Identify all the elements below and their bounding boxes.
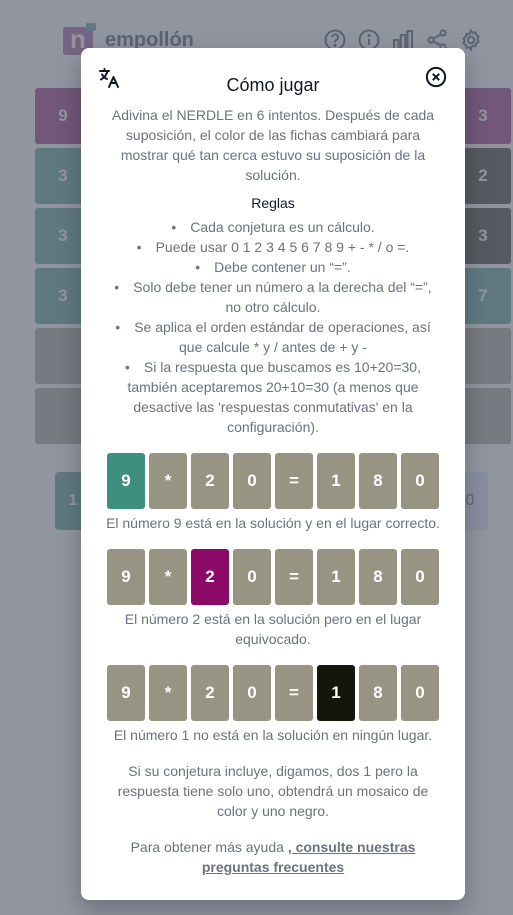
- example-tile-present: 2: [191, 549, 229, 605]
- example-caption-correct: El número 9 está en la solución y en el lugar correcto.: [106, 515, 440, 531]
- rules-heading: Reglas: [251, 195, 295, 211]
- example-tile: 0: [233, 665, 271, 721]
- example-tile-correct: 9: [107, 453, 145, 509]
- example-tile: *: [149, 665, 187, 721]
- example-row-correct: [107, 453, 441, 509]
- example-tile: 8: [359, 549, 397, 605]
- close-icon[interactable]: [425, 66, 447, 88]
- rule-item: • Solo debe tener un número a la derecha del “=”, no otro cálculo.: [105, 277, 441, 317]
- dialog-title: Cómo jugar: [226, 75, 320, 95]
- example-tile: =: [275, 665, 313, 721]
- example-tile: 9: [107, 549, 145, 605]
- example-row-absent: [107, 665, 441, 721]
- faq-link[interactable]: , consulte nuestras preguntas frecuentes: [201, 839, 416, 875]
- example-tile: *: [149, 453, 187, 509]
- example-caption-present: El número 2 está en la solución pero en el lugar equivocado.: [124, 611, 422, 647]
- example-row-present: [107, 549, 441, 605]
- help-prefix: Para obtener más ayuda: [130, 839, 284, 855]
- example-tile: *: [149, 549, 187, 605]
- how-to-play-dialog: [81, 48, 465, 900]
- intro-text: Adivina el NERDLE en 6 intentos. Después de cada suposición, el color de las fichas cambiará para mostrar qué tan cerca estuvo su suposición de la solución.: [111, 107, 435, 183]
- example-tile: 0: [233, 549, 271, 605]
- example-tile: 1: [317, 453, 355, 509]
- example-tile: 2: [191, 665, 229, 721]
- example-tile-absent: 1: [317, 665, 355, 721]
- example-tile: 0: [401, 549, 439, 605]
- example-tile: 2: [191, 453, 229, 509]
- rule-item: • Se aplica el orden estándar de operaciones, así que calcule * y / antes de + y -: [105, 317, 441, 357]
- rule-item: • Cada conjetura es un cálculo.: [105, 217, 441, 237]
- example-tile: 8: [359, 453, 397, 509]
- example-tile: =: [275, 453, 313, 509]
- example-tile: 0: [401, 665, 439, 721]
- example-tile: 9: [107, 665, 145, 721]
- example-tile: 0: [401, 453, 439, 509]
- help-text: [105, 837, 441, 877]
- duplicate-note: Si su conjetura incluye, digamos, dos 1 pero la respuesta tiene solo uno, obtendrá un mosaico de color y uno negro.: [117, 763, 429, 819]
- example-caption-absent: El número 1 no está en la solución en ningún lugar.: [113, 727, 433, 743]
- rules-list: [105, 217, 441, 437]
- example-tile: =: [275, 549, 313, 605]
- rule-item: • Puede usar 0 1 2 3 4 5 6 7 8 9 + - * / o =.: [105, 237, 441, 257]
- rule-item: • Debe contener un “=”.: [105, 257, 441, 277]
- example-tile: 8: [359, 665, 397, 721]
- example-tile: 1: [317, 549, 355, 605]
- rule-item: • Si la respuesta que buscamos es 10+20=30, también aceptaremos 20+10=30 (a menos que desactive las 'respuestas conmutativas' en la configuración).: [105, 357, 441, 437]
- example-tile: 0: [233, 453, 271, 509]
